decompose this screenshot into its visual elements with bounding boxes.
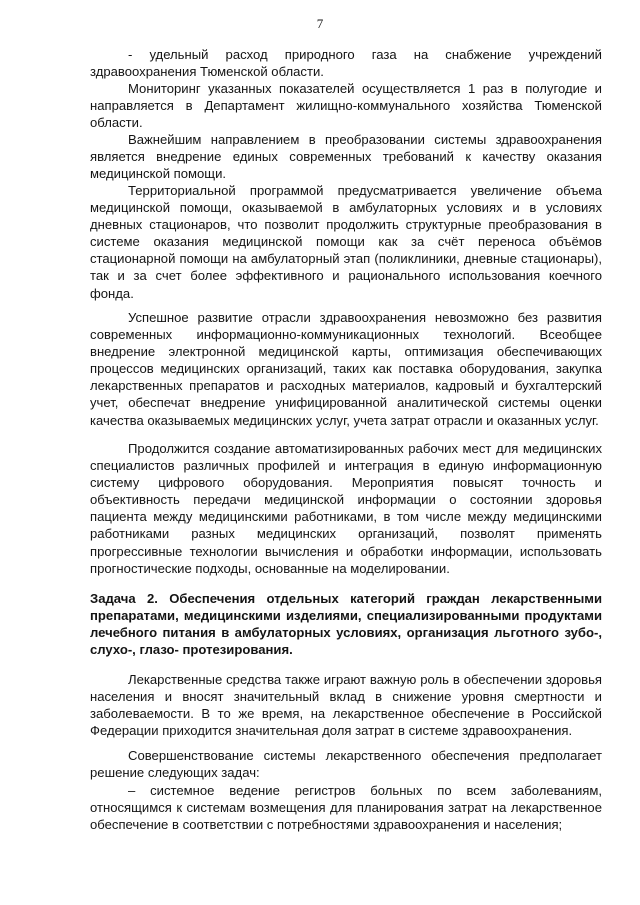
paragraph-workstations: Продолжится создание автоматизированных рабочих мест для медицинских специалистов различных профилей и интеграция в единую информационную систему цифрового оборудования. Мероприятия повысят точность и объективность передачи медицинской информации о состоянии здоровья пациента между медицинскими работниками, в том числе между медицинскими работниками разных медицинских организаций, позволят применять прогрессивные технологии вычисления и обработки информации, использовать прогностические подходы, основанные на моделировании. <box>90 441 602 576</box>
paragraph-medicines-role: Лекарственные средства также играют важную роль в обеспечении здоровья населения и вносят значительный вклад в снижение уровня смертности и заболеваемости. В то же время, на лекарственное обеспечение в Российской Федерации приходится значительная доля затрат в системе здравоохранения. <box>90 672 602 739</box>
paragraph-drug-supply-improvement: Совершенствование системы лекарственного обеспечения предполагает решение следующих задач: <box>90 748 602 781</box>
paragraph-quality-requirements: Важнейшим направлением в преобразовании системы здравоохранения является внедрение единых современных требований к качеству оказания медицинской помощи. <box>90 132 602 182</box>
paragraph-monitoring: Мониторинг указанных показателей осуществляется 1 раз в полугодие и направляется в Департамент жилищно-коммунального хозяйства Тюменской области. <box>90 81 602 131</box>
section-heading-task-2: Задача 2. Обеспечения отдельных категорий граждан лекарственными препаратами, медицинскими изделиями, специализированными продуктами лечебного питания в амбулаторных условиях, организация льготного зубо-, слухо-, глазо- протезирования. <box>90 591 602 658</box>
page-number: 7 <box>316 16 324 31</box>
list-item-registers: – системное ведение регистров больных по всем заболеваниям, относящимся к системам возмещения для планирования затрат на лекарственное обеспечение в соответствии с потребностями здравоохранения и населения; <box>90 783 602 833</box>
paragraph-territorial-program: Территориальной программой предусматривается увеличение объема медицинской помощи, оказываемой в амбулаторных условиях и в условиях дневных стационаров, что позволит продолжить структурные преобразования в системе оказания медицинской помощи как за счёт переноса объёмов стационарной помощи на амбулаторный этап (поликлиники, дневные стационары), так и за счет более эффективного и рационального использования коечного фонда. <box>90 183 602 301</box>
paragraph-it-development: Успешное развитие отрасли здравоохранения невозможно без развития современных информационно-коммуникационных технологий. Всеобщее внедрение электронной медицинской карты, оптимизация обеспечивающих процессов медицинских организаций, таких как поставка оборудования, закупка лекарственных препаратов и расходных материалов, кадровый и бухгалтерский учет, обеспечат внедрение унифицированной аналитической системы оценки качества оказываемых медицинских услуг, учета затрат отрасли и оказанных услуг. <box>90 310 602 428</box>
paragraph-gas-consumption: - удельный расход природного газа на снабжение учреждений здравоохранения Тюменской области. <box>90 47 602 80</box>
